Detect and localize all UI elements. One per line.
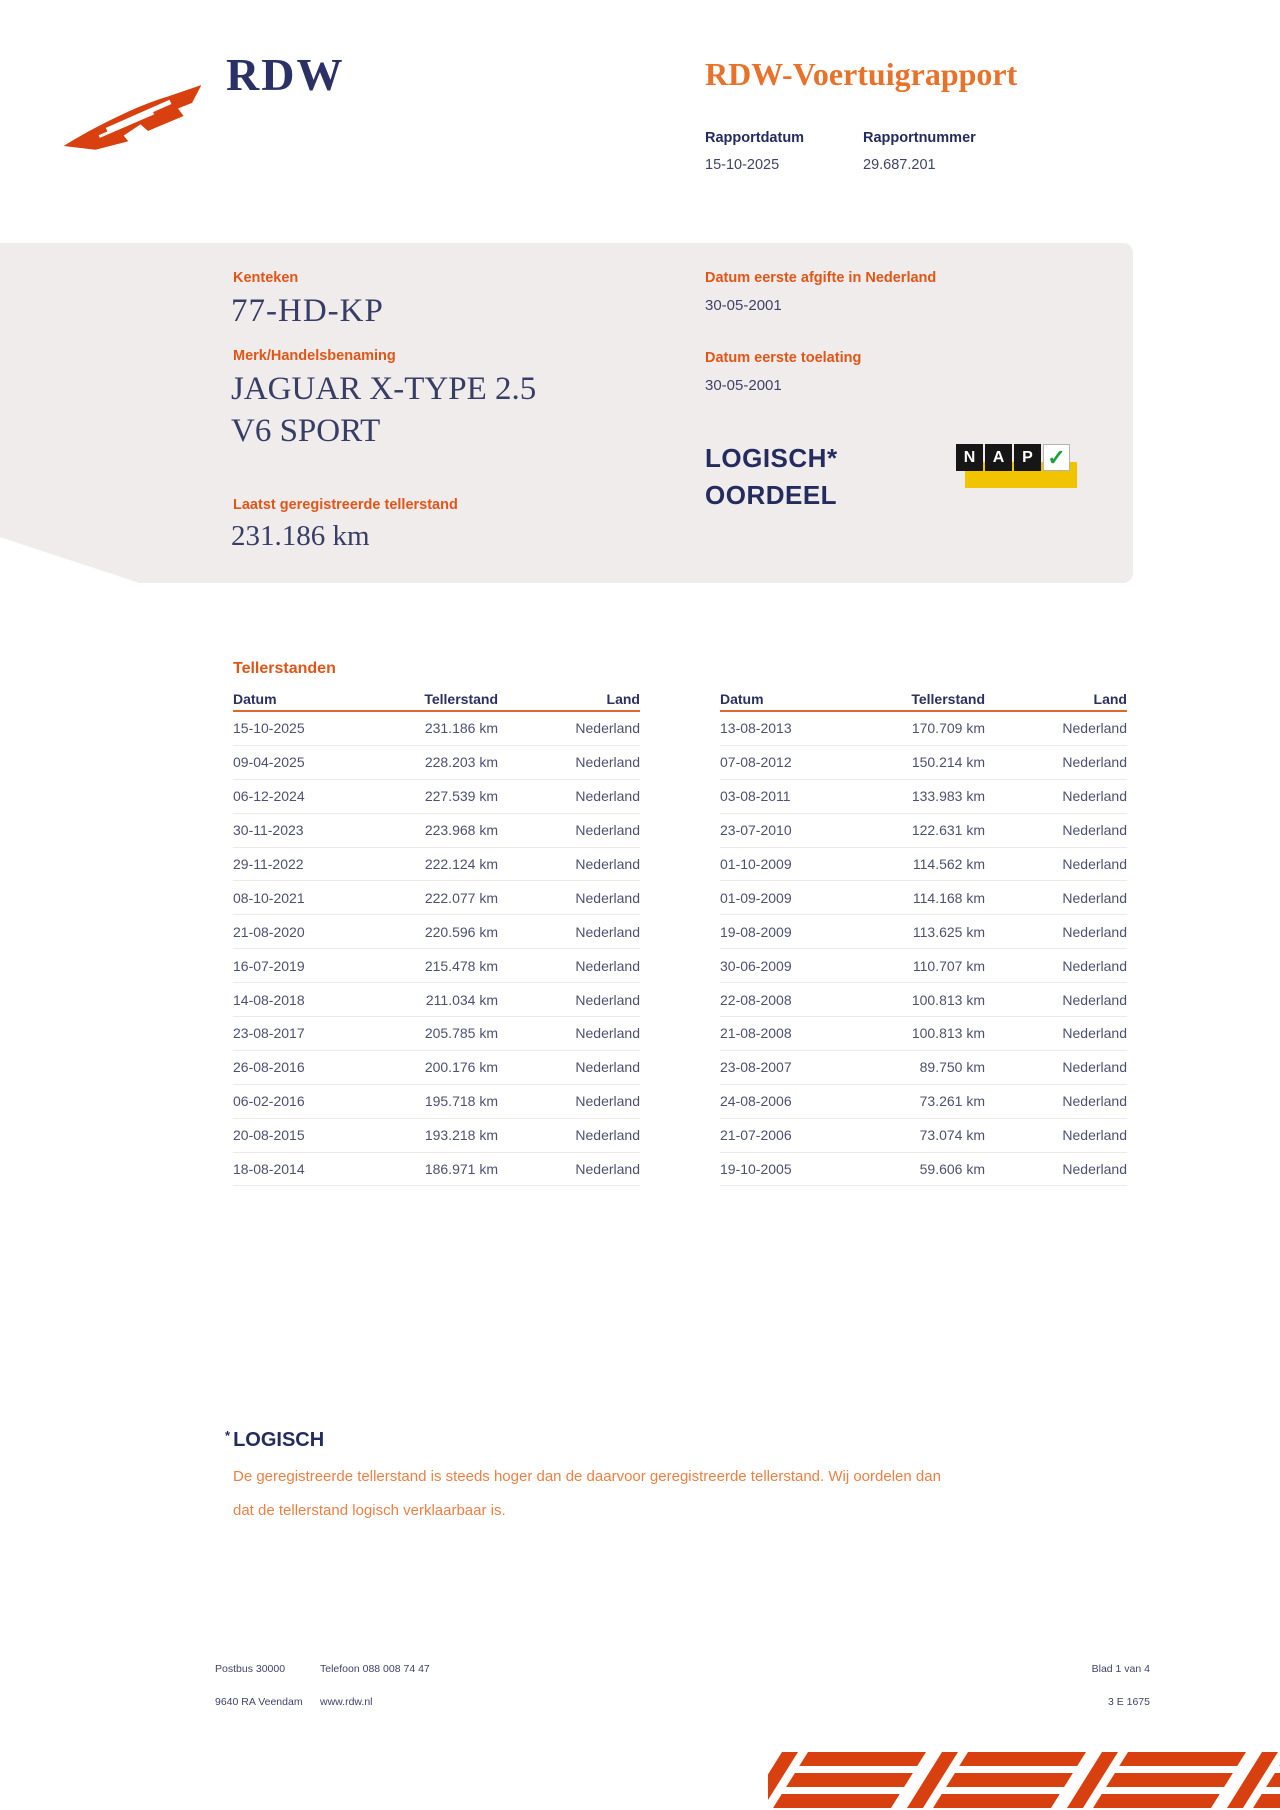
merk-label: Merk/Handelsbenaming (233, 348, 396, 364)
table-row (720, 814, 1127, 848)
report-date-label: Rapportdatum (705, 130, 805, 146)
table-row (233, 746, 640, 780)
footer-address (215, 1653, 303, 1719)
row-land: Nederland (575, 889, 640, 906)
row-land: Nederland (575, 1161, 640, 1178)
row-date: 14-08-2018 (233, 991, 305, 1008)
row-date: 30-11-2023 (233, 822, 304, 839)
tellerstanden-heading: Tellerstanden (233, 660, 336, 677)
merk-value-line1: JAGUAR X-TYPE 2.5 (231, 371, 537, 407)
mileage-table-left (233, 690, 640, 1186)
header-land: Land (1093, 691, 1127, 707)
header-tellerstand: Tellerstand (424, 691, 498, 707)
footer-phone: Telefoon 088 008 74 47 (320, 1663, 430, 1675)
table-row (233, 780, 640, 814)
table-row (720, 1017, 1127, 1051)
row-date: 06-02-2016 (233, 1093, 305, 1110)
row-date: 20-08-2015 (233, 1127, 305, 1144)
table-row (233, 814, 640, 848)
afgifte-value: 30-05-2001 (705, 297, 782, 314)
row-km: 195.718 km (424, 1093, 498, 1110)
row-land: Nederland (1062, 889, 1127, 906)
footnote-text (233, 1460, 1173, 1527)
rdw-wing-icon (58, 76, 208, 154)
table-row (720, 848, 1127, 882)
footnote-title-text: LOGISCH (233, 1429, 325, 1451)
header-land: Land (606, 691, 640, 707)
row-km: 222.124 km (424, 856, 498, 872)
table-row (233, 1017, 640, 1051)
oordeel-line1: LOGISCH* (705, 443, 838, 473)
row-date: 03-08-2011 (720, 788, 791, 805)
row-km: 89.750 km (919, 1059, 985, 1076)
table-row (233, 1119, 640, 1153)
nap-check-icon: ✓ (1043, 444, 1070, 471)
row-km: 222.077 km (424, 889, 498, 906)
table-row (233, 1153, 640, 1187)
footer-city: 9640 RA Veendam (215, 1696, 303, 1708)
row-date: 19-10-2005 (720, 1161, 792, 1178)
table-row (720, 780, 1127, 814)
table-row (720, 1119, 1127, 1153)
row-date: 19-08-2009 (720, 923, 792, 940)
row-land: Nederland (575, 1059, 640, 1076)
nap-letter-p: P (1014, 444, 1041, 471)
table-header-row (720, 690, 1127, 712)
footnote-line2: dat de tellerstand logisch verklaarbaar is. (233, 1501, 506, 1519)
row-date: 07-08-2012 (720, 754, 792, 771)
row-land: Nederland (575, 856, 640, 872)
report-date-value: 15-10-2025 (705, 157, 780, 173)
row-date: 08-10-2021 (233, 889, 305, 906)
row-land: Nederland (1062, 1093, 1127, 1110)
row-land: Nederland (1062, 1161, 1127, 1178)
row-date: 22-08-2008 (720, 991, 792, 1008)
merk-value-line2: V6 SPORT (231, 413, 381, 449)
row-km: 186.971 km (424, 1161, 498, 1178)
row-km: 227.539 km (424, 788, 498, 805)
header-tellerstand: Tellerstand (911, 691, 985, 707)
row-date: 18-08-2014 (233, 1161, 305, 1178)
row-land: Nederland (575, 754, 640, 771)
row-land: Nederland (575, 923, 640, 940)
row-km: 73.074 km (919, 1127, 985, 1144)
row-km: 228.203 km (424, 754, 498, 771)
row-land: Nederland (1062, 754, 1127, 771)
kenteken-value: 77-HD-KP (231, 293, 384, 329)
row-date: 23-08-2007 (720, 1059, 792, 1076)
table-row (720, 983, 1127, 1017)
row-date: 29-11-2022 (233, 856, 304, 872)
row-land: Nederland (1062, 1025, 1127, 1042)
footnote-asterisk: * (225, 1428, 231, 1443)
summary-panel (0, 243, 1133, 583)
table-row (720, 949, 1127, 983)
toelating-value: 30-05-2001 (705, 377, 782, 394)
kenteken-label: Kenteken (233, 270, 299, 286)
row-land: Nederland (1062, 1059, 1127, 1076)
row-km: 215.478 km (424, 957, 498, 974)
row-land: Nederland (575, 822, 640, 839)
row-land: Nederland (575, 720, 640, 737)
row-date: 21-07-2006 (720, 1127, 792, 1144)
row-date: 23-08-2017 (233, 1025, 305, 1042)
row-land: Nederland (1062, 957, 1127, 974)
row-km: 110.707 km (912, 957, 985, 974)
row-date: 01-09-2009 (720, 889, 792, 906)
row-date: 15-10-2025 (233, 720, 305, 737)
row-km: 211.034 km (425, 991, 498, 1008)
row-date: 24-08-2006 (720, 1093, 792, 1110)
row-land: Nederland (1062, 720, 1127, 737)
table-row (720, 915, 1127, 949)
row-km: 114.168 km (912, 889, 985, 906)
row-land: Nederland (1062, 991, 1127, 1008)
row-date: 30-06-2009 (720, 957, 792, 974)
row-km: 59.606 km (919, 1161, 985, 1178)
row-date: 13-08-2013 (720, 720, 792, 737)
row-km: 114.562 km (912, 856, 985, 872)
row-land: Nederland (1062, 788, 1127, 805)
table-header-row (233, 690, 640, 712)
row-date: 23-07-2010 (720, 822, 792, 839)
row-km: 100.813 km (911, 1025, 985, 1042)
footer-page-number: Blad 1 van 4 (1091, 1663, 1150, 1675)
nap-logo (956, 444, 1082, 490)
footer-page-info (1092, 1653, 1150, 1719)
row-land: Nederland (575, 991, 640, 1008)
table-row (720, 746, 1127, 780)
oordeel-verdict (705, 440, 838, 514)
row-land: Nederland (575, 957, 640, 974)
row-date: 21-08-2008 (720, 1025, 792, 1042)
report-title: RDW-Voertuigrapport (705, 56, 1018, 92)
row-land: Nederland (1062, 856, 1127, 872)
footnote-line1: De geregistreerde tellerstand is steeds hoger dan de daarvoor geregistreerde tellerstand. Wij oordelen dan (233, 1468, 941, 1485)
table-row (233, 712, 640, 746)
row-km: 193.218 km (424, 1127, 498, 1144)
tellerstand-label: Laatst geregistreerde tellerstand (233, 497, 458, 513)
row-km: 200.176 km (424, 1059, 498, 1076)
row-date: 09-04-2025 (233, 754, 305, 771)
row-km: 113.625 km (912, 923, 985, 940)
row-land: Nederland (1062, 923, 1127, 940)
row-km: 231.186 km (424, 720, 498, 737)
table-row (720, 712, 1127, 746)
row-km: 73.261 km (919, 1093, 985, 1110)
row-date: 06-12-2024 (233, 788, 305, 805)
table-row (233, 949, 640, 983)
afgifte-label: Datum eerste afgifte in Nederland (705, 270, 937, 286)
footnote-title (225, 1428, 324, 1452)
rdw-logo-text: RDW (226, 49, 345, 100)
table-row (720, 881, 1127, 915)
table-row (233, 1051, 640, 1085)
row-km: 122.631 km (911, 822, 985, 839)
row-land: Nederland (575, 1025, 640, 1042)
footer-form-code: 3 E 1675 (1107, 1696, 1150, 1708)
table-row (720, 1085, 1127, 1119)
row-km: 170.709 km (911, 720, 985, 737)
footer-website: www.rdw.nl (320, 1696, 373, 1708)
table-row (233, 848, 640, 882)
footer-postbus: Postbus 30000 (215, 1663, 286, 1675)
table-row (720, 1051, 1127, 1085)
row-km: 205.785 km (424, 1025, 498, 1042)
row-land: Nederland (575, 1093, 640, 1110)
nap-letter-a: A (985, 444, 1012, 471)
row-date: 01-10-2009 (720, 856, 792, 872)
table-row (233, 983, 640, 1017)
row-date: 21-08-2020 (233, 923, 305, 940)
row-km: 223.968 km (424, 822, 498, 839)
row-date: 26-08-2016 (233, 1059, 305, 1076)
header-datum: Datum (720, 691, 764, 707)
row-km: 150.214 km (911, 754, 985, 771)
row-land: Nederland (1062, 822, 1127, 839)
row-land: Nederland (575, 788, 640, 805)
row-km: 100.813 km (911, 991, 985, 1008)
row-date: 16-07-2019 (233, 957, 305, 974)
table-row (233, 881, 640, 915)
tellerstand-value: 231.186 km (231, 520, 370, 552)
table-row (233, 1085, 640, 1119)
toelating-label: Datum eerste toelating (705, 350, 862, 366)
oordeel-line2: OORDEEL (705, 480, 838, 510)
header-datum: Datum (233, 691, 277, 707)
report-number-value: 29.687.201 (863, 157, 936, 173)
row-land: Nederland (1062, 1127, 1127, 1144)
table-row (233, 915, 640, 949)
row-land: Nederland (575, 1127, 640, 1144)
footer-wing-graphic (768, 1746, 1280, 1810)
row-km: 133.983 km (911, 788, 985, 805)
mileage-table-right (720, 690, 1127, 1186)
table-row (720, 1153, 1127, 1187)
row-km: 220.596 km (424, 923, 498, 940)
nap-letter-n: N (956, 444, 983, 471)
report-number-label: Rapportnummer (863, 130, 976, 146)
footer-contact (320, 1653, 430, 1719)
